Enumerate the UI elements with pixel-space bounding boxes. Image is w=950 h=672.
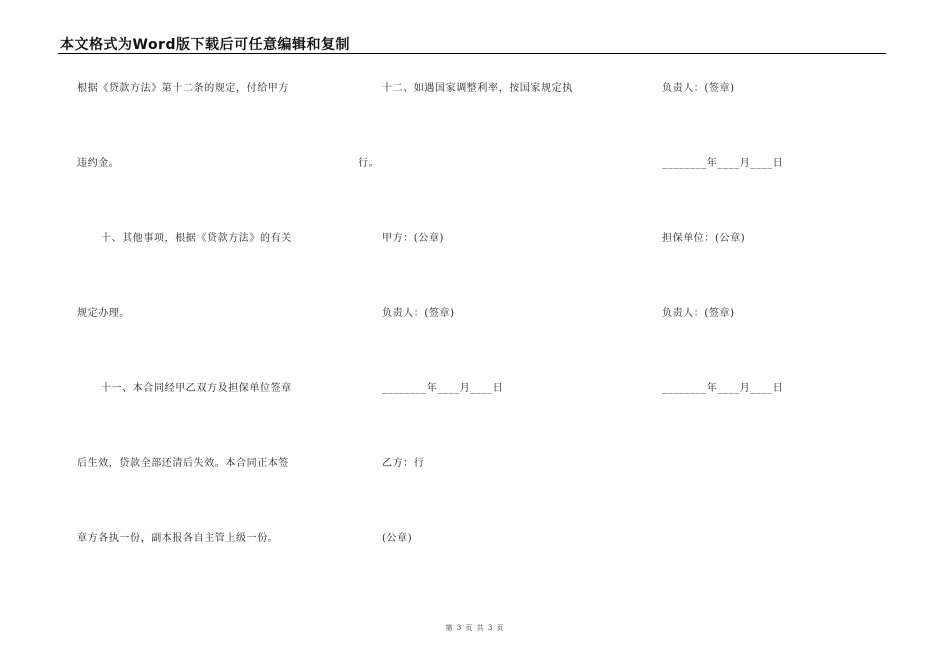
middle-date-line: ________年____月____日: [382, 383, 504, 394]
middle-line-6: 乙方：行: [382, 458, 425, 469]
left-line-1: 根据《贷款方法》第十二条的规定，付给甲方: [77, 83, 289, 94]
middle-line-7: (公章): [382, 533, 413, 544]
left-line-7: 章方各执一份，副本报各自主管上级一份。: [77, 533, 279, 544]
middle-line-3: 甲方：(公章): [382, 233, 445, 244]
right-line-4: 负责人：(签章): [662, 308, 735, 319]
left-line-2: 违约金。: [77, 158, 120, 169]
middle-line-4: 负责人：(签章): [382, 308, 455, 319]
left-line-6: 后生效，贷款全部还清后失效。本合同正本签: [77, 458, 289, 469]
header-divider: [58, 53, 886, 54]
right-date-line-1: ________年____月____日: [662, 158, 784, 169]
right-line-1: 负责人：(签章): [662, 83, 735, 94]
right-line-3: 担保单位：(公章): [662, 233, 746, 244]
right-date-line-2: ________年____月____日: [662, 383, 784, 394]
middle-line-1: 十二、如遇国家调整利率，按国家规定执: [382, 83, 573, 94]
document-header-title: 本文格式为Word版下载后可任意编辑和复制: [60, 37, 350, 53]
left-line-3: 十、其他事项，根据《贷款方法》的有关: [101, 233, 292, 244]
page-number: 第 3 页 共 3 页: [445, 624, 505, 632]
left-line-5: 十一、本合同经甲乙双方及担保单位签章: [101, 383, 292, 394]
middle-line-2: 行。: [358, 158, 380, 169]
left-line-4: 规定办理。: [77, 308, 130, 319]
